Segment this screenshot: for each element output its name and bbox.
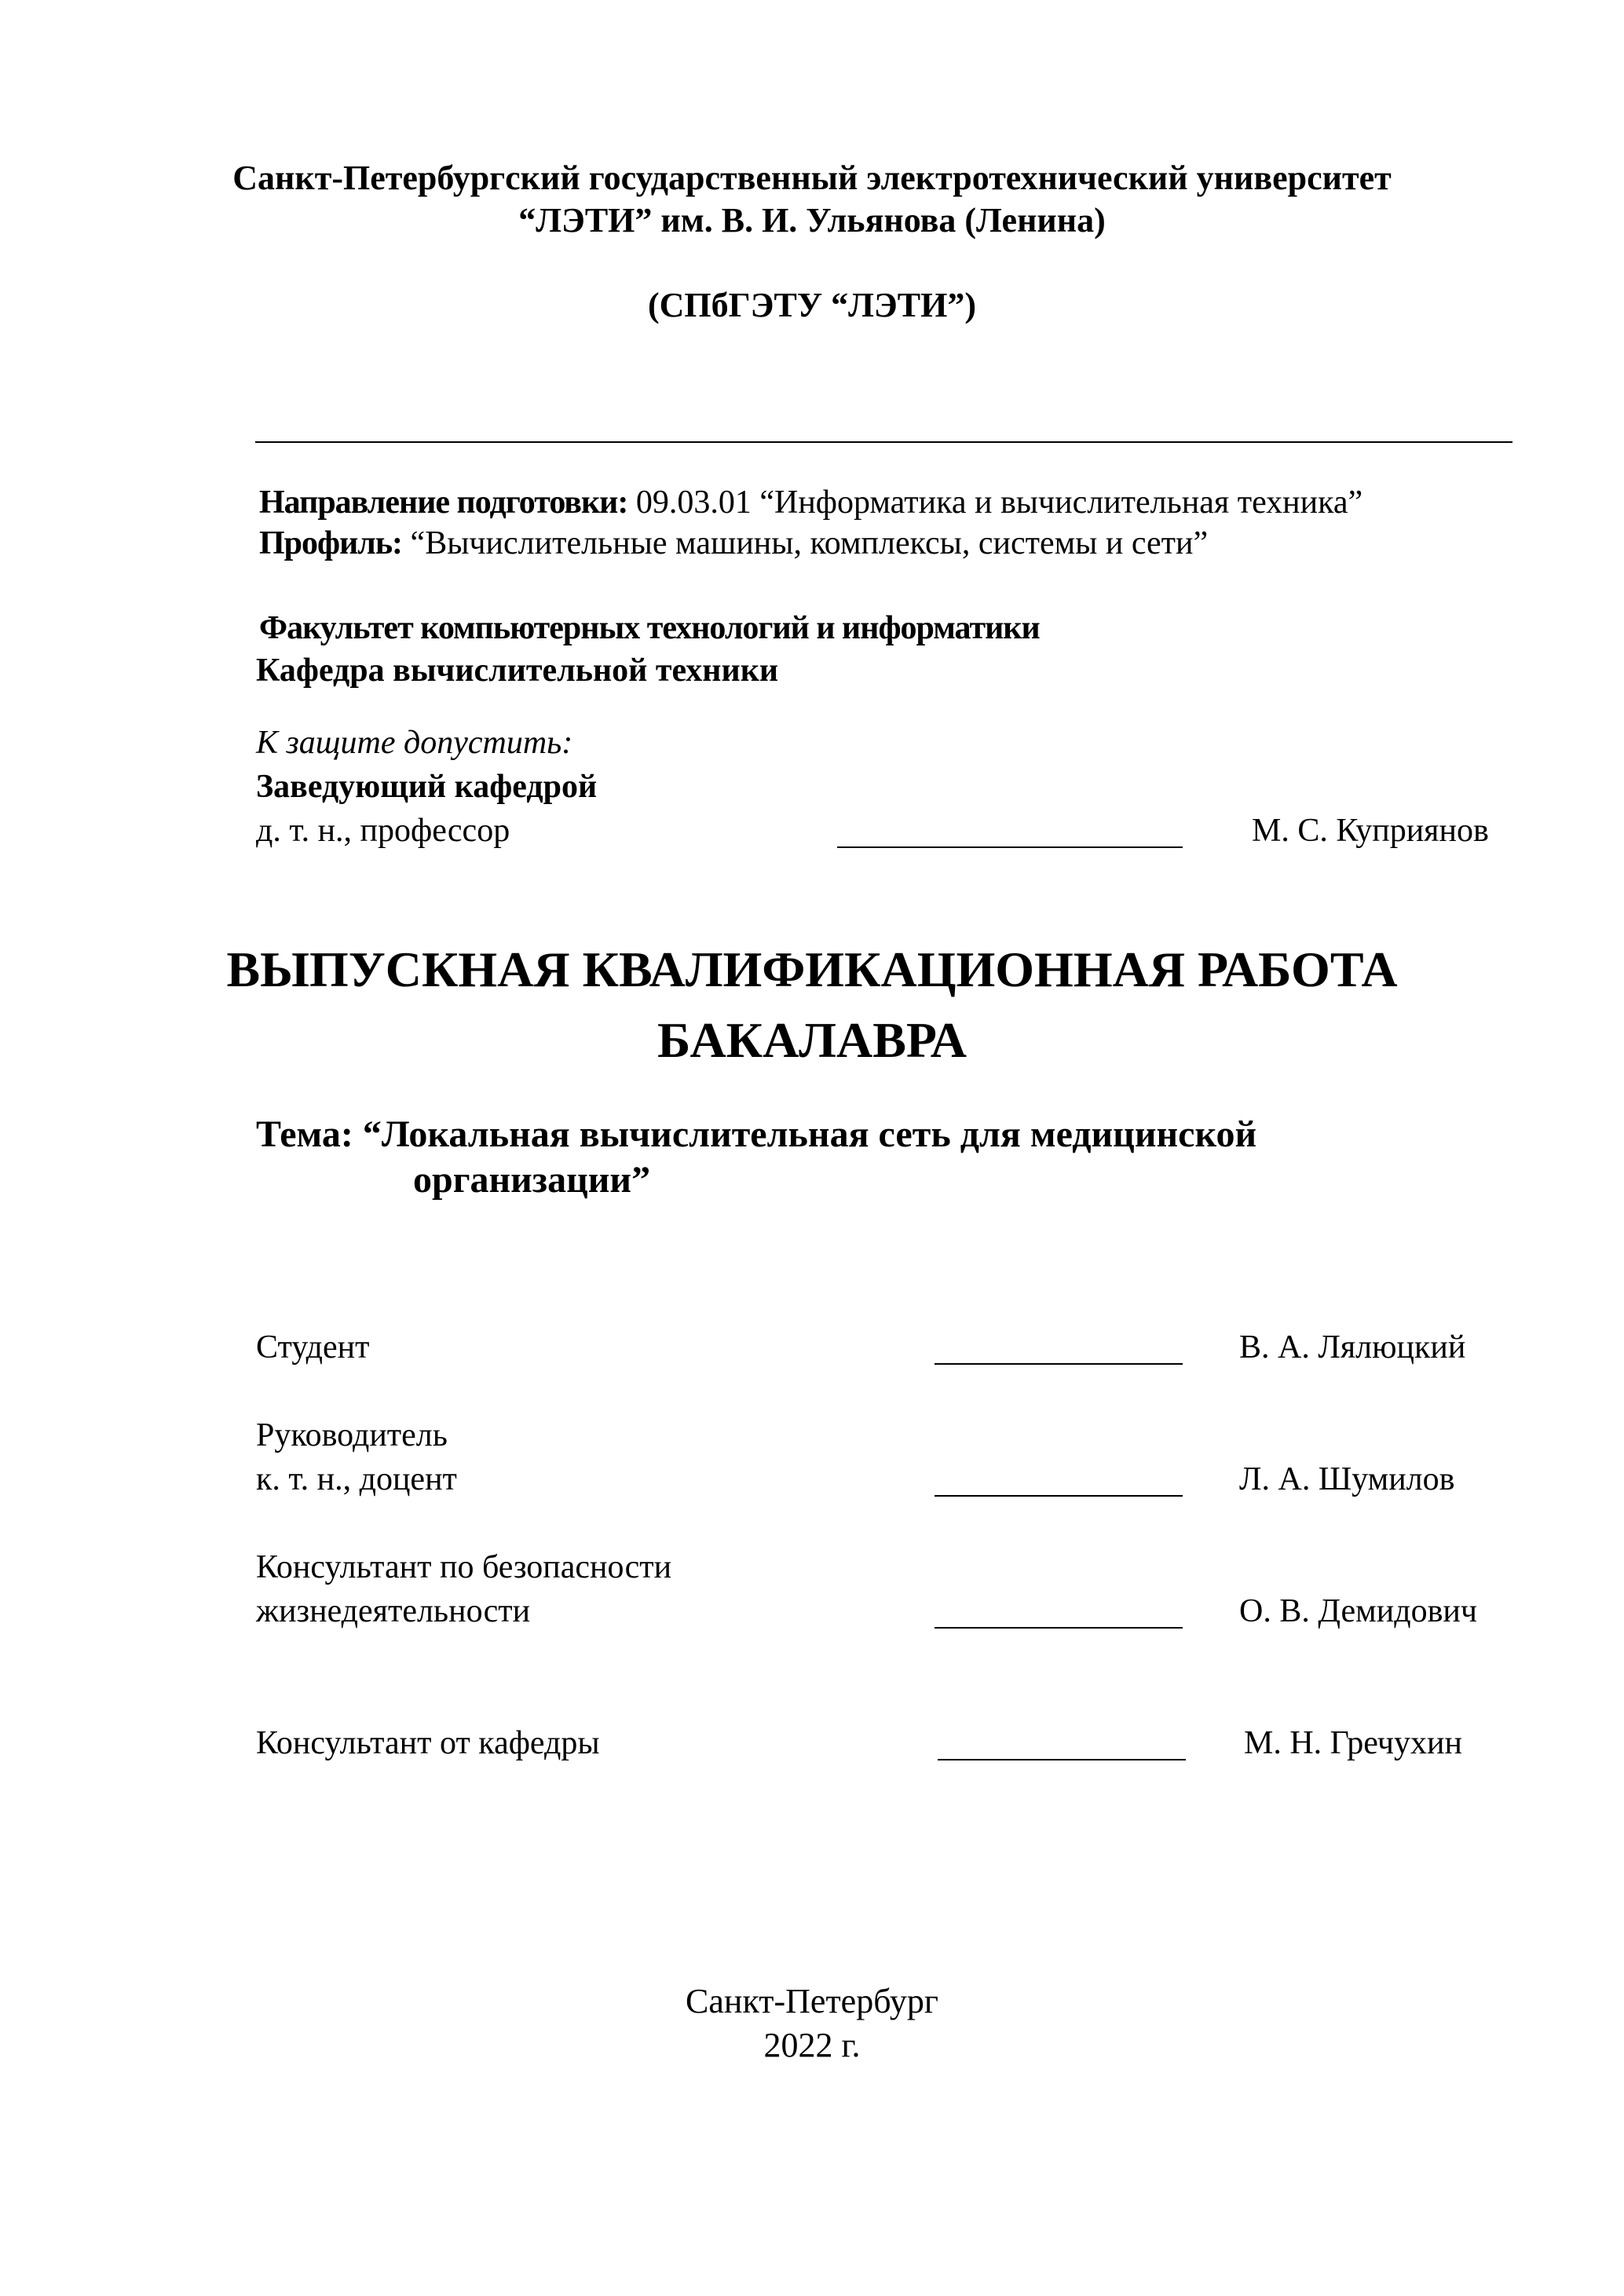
direction-line [259, 482, 1362, 523]
university-abbreviation: (СПбГЭТУ “ЛЭТИ”) [648, 286, 976, 324]
head-signature-line [837, 846, 1183, 848]
supervisor-signature-line [935, 1495, 1183, 1497]
admit-text: К защите допустить: [256, 725, 573, 761]
student-role: Студент [256, 1329, 370, 1366]
department-consultant-role: Консультант от кафедры [256, 1725, 600, 1761]
profile-value: “Вычислительные машины, комплексы, системы и сети” [402, 525, 1209, 561]
department-name: Кафедра вычислительной техники [256, 653, 779, 689]
direction-label: Направление подготовки: [259, 484, 628, 521]
head-title: Заведующий кафедрой [256, 769, 598, 805]
university-name-line2: “ЛЭТИ” им. В. И. Ульянова (Ленина) [518, 201, 1106, 239]
safety-consultant-role-line2: жизнедеятельности [256, 1593, 531, 1629]
work-topic-line2: организации” [413, 1159, 651, 1201]
student-name: В. А. Лялюцкий [1239, 1329, 1466, 1366]
header-divider [255, 441, 1512, 443]
supervisor-role: Руководитель [256, 1417, 448, 1453]
work-title: ВЫПУСКНАЯ КВАЛИФИКАЦИОННАЯ РАБОТА [226, 941, 1398, 997]
work-topic: Тема: “Локальная вычислительная сеть для медицинской [256, 1113, 1257, 1155]
university-name: Санкт-Петербургский государственный электротехнический университет [232, 159, 1392, 197]
profile-line [259, 523, 1208, 564]
safety-consultant-role: Консультант по безопасности [256, 1549, 672, 1585]
department-consultant-name: М. Н. Гречухин [1244, 1725, 1462, 1761]
faculty-name: Факультет компьютерных технологий и информатики [259, 610, 1040, 646]
head-name: М. С. Куприянов [1252, 813, 1489, 849]
head-degree: д. т. н., профессор [256, 813, 510, 849]
supervisor-name: Л. А. Шумилов [1239, 1461, 1455, 1497]
safety-consultant-signature-line [935, 1627, 1183, 1629]
profile-label: Профиль: [259, 525, 403, 561]
footer-year: 2022 г. [763, 2026, 861, 2064]
department-consultant-signature-line [938, 1759, 1186, 1760]
safety-consultant-name: О. В. Демидович [1239, 1593, 1478, 1629]
footer-city: Санкт-Петербург [686, 1982, 938, 2020]
supervisor-degree: к. т. н., доцент [256, 1461, 457, 1497]
work-title-line2: БАКАЛАВРА [657, 1012, 967, 1068]
student-signature-line [935, 1363, 1183, 1365]
direction-value: 09.03.01 “Информатика и вычислительная техника” [627, 484, 1363, 521]
